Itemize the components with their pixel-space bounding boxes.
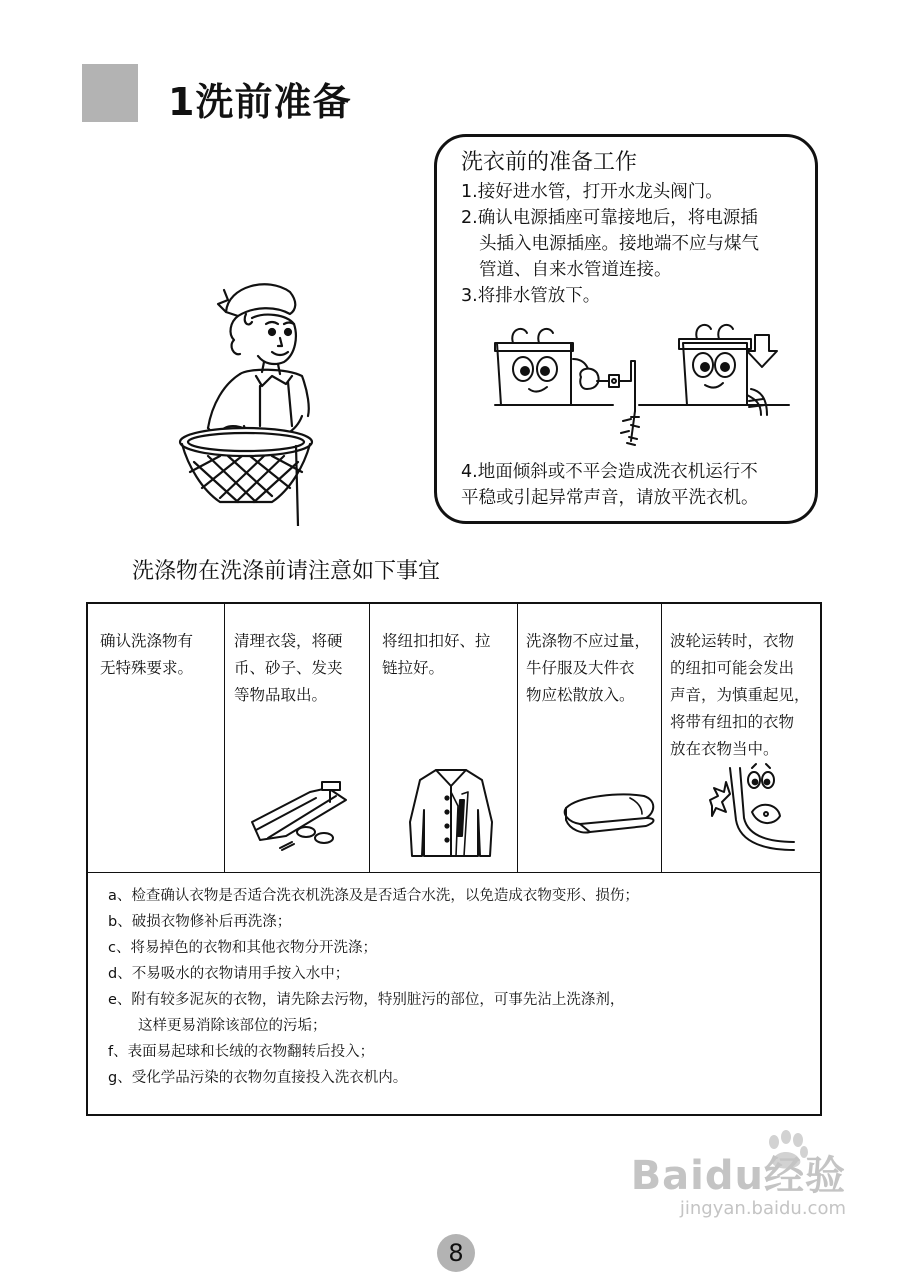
prep-step-4: 4.地面倾斜或不平会造成洗衣机运行不 [461, 462, 758, 482]
cell-line: 的纽扣可能会发出 [670, 659, 795, 677]
page-number: 8 [437, 1234, 475, 1272]
table-cell-clear-pockets [234, 628, 343, 709]
table-cell-no-overload [526, 628, 650, 709]
button-noise-wash-tub-icon [708, 760, 798, 860]
note-e: e、附有较多泥灰的衣物，请先除去污物，特别脏污的部位，可事先沾上洗涤剂， [108, 992, 625, 1008]
preparation-box [434, 134, 818, 524]
cell-line: 等物品取出。 [234, 686, 328, 704]
row-divider [88, 872, 820, 873]
watermark [631, 1154, 846, 1220]
note-b: b、破损衣物修补后再洗涤； [108, 914, 292, 930]
folded-jeans-icon [560, 790, 660, 844]
note-c: c、将易掉色的衣物和其他衣物分开洗涤； [108, 940, 377, 956]
cell-line: 洗涤物不应过量， [526, 632, 651, 650]
prep-step-2: 2.确认电源插座可靠接地后，将电源插 [461, 208, 758, 228]
cell-line: 牛仔服及大件衣 [526, 659, 635, 677]
note-g: g、受化学品污染的衣物勿直接投入洗衣机内。 [108, 1070, 408, 1086]
pocket-coins-hairpin-icon [246, 772, 356, 856]
cell-line: 清理衣袋，将硬 [234, 632, 343, 650]
column-divider [517, 604, 518, 872]
cell-line: 物应松散放入。 [526, 686, 635, 704]
note-e-cont: 这样更易消除该部位的污垢； [138, 1018, 327, 1034]
watermark-url: jingyan.baidu.com [679, 1198, 846, 1219]
table-cell-buttons-zippers [382, 628, 491, 682]
cell-line: 将带有纽扣的衣物 [670, 713, 795, 731]
page-title: 1洗前准备 [168, 80, 352, 124]
note-f: f、表面易起球和长绒的衣物翻转后投入； [108, 1044, 375, 1060]
prep-step-4-cont: 平稳或引起异常声音，请放平洗衣机。 [461, 488, 759, 508]
buttoned-shirt-zipper-icon [406, 766, 496, 862]
column-divider [661, 604, 662, 872]
prep-step-3: 3.将排水管放下。 [461, 286, 601, 306]
table-cell-special-requirements [100, 628, 193, 682]
prep-step-2-cont-2: 管道、自来水管道连接。 [479, 260, 672, 280]
watermark-brand: Baidu经验 [630, 1153, 846, 1199]
column-divider [224, 604, 225, 872]
cell-line: 币、砂子、发夹 [234, 659, 343, 677]
preparation-title: 洗衣前的准备工作 [461, 150, 638, 175]
cell-line: 将纽扣扣好、拉 [382, 632, 491, 650]
prep-step-1: 1.接好进水管，打开水龙头阀门。 [461, 182, 723, 202]
cell-line: 确认洗涤物有 [100, 632, 194, 650]
cell-line: 无特殊要求。 [100, 659, 194, 677]
cell-line: 声音，为慎重起见， [670, 686, 810, 704]
cell-line: 波轮运转时，衣物 [670, 632, 795, 650]
section-marker-block [82, 64, 138, 122]
prep-step-2-cont: 头插入电源插座。接地端不应与煤气 [479, 234, 759, 254]
note-a: a、检查确认衣物是否适合洗衣机洗涤及是否适合水洗，以免造成衣物变形、损伤； [108, 888, 639, 904]
note-d: d、不易吸水的衣物请用手按入水中； [108, 966, 350, 982]
precautions-table [86, 602, 822, 1116]
woman-with-laundry-basket-icon [168, 276, 318, 530]
cell-line: 链拉好。 [382, 659, 445, 677]
cell-line: 放在衣物当中。 [670, 740, 779, 758]
washing-machines-plug-drain-icon [493, 319, 793, 453]
column-divider [369, 604, 370, 872]
section-title: 洗涤物在洗涤前请注意如下事宜 [132, 559, 441, 584]
table-cell-button-noise [670, 628, 810, 763]
